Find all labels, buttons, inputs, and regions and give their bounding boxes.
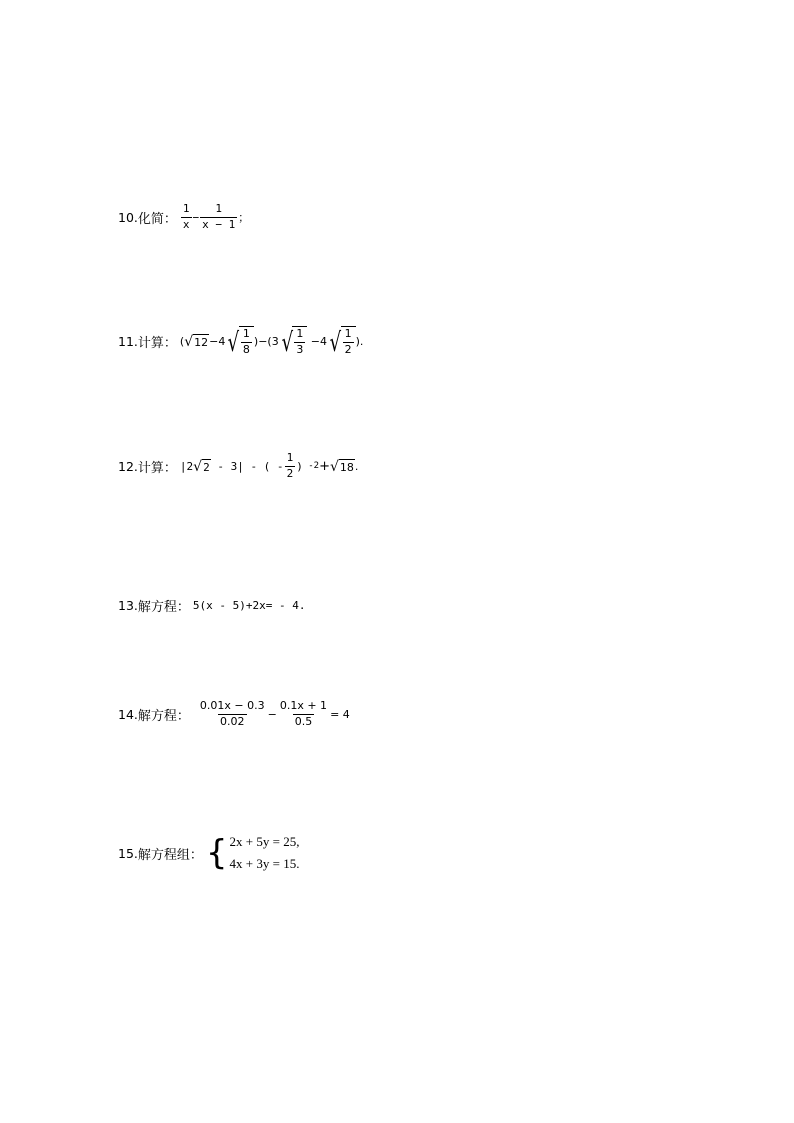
sqrt-icon: √ bbox=[184, 333, 194, 350]
radical bbox=[279, 326, 308, 359]
exponent: -2 bbox=[302, 461, 320, 472]
denominator: x − 1 bbox=[202, 217, 236, 231]
operator: + bbox=[319, 458, 330, 474]
problem-instruction: 计算： bbox=[137, 335, 177, 351]
terminator: . bbox=[354, 459, 359, 473]
fraction bbox=[294, 328, 305, 356]
radical bbox=[327, 326, 356, 359]
radical bbox=[225, 326, 254, 359]
problem-number: 13. bbox=[118, 598, 138, 613]
numerator: 1 bbox=[344, 327, 352, 340]
problem-instruction: 解方程组： bbox=[137, 847, 203, 863]
fraction bbox=[181, 203, 192, 231]
numerator: 1 bbox=[242, 327, 250, 340]
term: −4 bbox=[209, 334, 226, 348]
problem-instruction: 计算： bbox=[137, 460, 177, 476]
left-brace-icon: { bbox=[205, 833, 228, 873]
numerator: 0.01x − 0.3 bbox=[199, 699, 265, 712]
denominator: 3 bbox=[296, 342, 304, 356]
radical bbox=[184, 334, 209, 349]
numerator: 0.1x + 1 bbox=[279, 699, 328, 712]
problem-10 bbox=[118, 203, 249, 231]
term: −4 bbox=[307, 334, 328, 348]
abs-open: |2 bbox=[179, 459, 194, 473]
numerator: 1 bbox=[182, 202, 190, 215]
problem-12 bbox=[118, 452, 358, 480]
terminator: ； bbox=[238, 211, 250, 225]
term: )−(3 bbox=[253, 334, 279, 348]
radicand: 12 bbox=[194, 335, 209, 349]
operator: − bbox=[192, 210, 200, 224]
equation-1: 2x + 5y = 25, bbox=[229, 834, 300, 849]
radicand: 2 bbox=[203, 460, 210, 474]
sqrt-icon: √ bbox=[227, 328, 240, 359]
equation-system bbox=[230, 831, 300, 875]
sqrt-icon: √ bbox=[329, 458, 339, 475]
sqrt-icon: √ bbox=[329, 328, 342, 359]
denominator: 0.02 bbox=[220, 714, 245, 728]
equation-2: 4x + 3y = 15. bbox=[229, 856, 300, 871]
radicand: 18 bbox=[339, 460, 354, 474]
fraction bbox=[198, 700, 267, 728]
problem-11 bbox=[118, 326, 364, 359]
close-paren: ). bbox=[355, 334, 364, 348]
problem-instruction: 解方程： bbox=[137, 600, 190, 615]
denominator: 0.5 bbox=[294, 714, 313, 728]
denominator: 2 bbox=[286, 466, 294, 480]
problem-13 bbox=[118, 596, 306, 615]
numerator: 1 bbox=[286, 451, 294, 464]
problem-number: 14. bbox=[118, 706, 138, 722]
fraction bbox=[343, 328, 354, 356]
fraction bbox=[285, 452, 296, 480]
problem-number: 12. bbox=[118, 458, 138, 474]
problem-number: 15. bbox=[118, 845, 138, 861]
right-hand-side: = 4 bbox=[330, 707, 350, 721]
term: - 3| - ( - bbox=[210, 459, 284, 473]
equation: 5(x - 5)+2x= - 4. bbox=[192, 599, 306, 612]
problem-number: 11. bbox=[118, 333, 138, 349]
denominator: 8 bbox=[242, 342, 250, 356]
radical bbox=[193, 459, 211, 474]
fraction bbox=[278, 700, 329, 728]
fraction bbox=[200, 203, 237, 231]
operator: − bbox=[267, 707, 277, 721]
sqrt-icon: √ bbox=[281, 328, 293, 359]
open-paren: ( bbox=[179, 334, 185, 348]
problem-14 bbox=[118, 700, 350, 728]
denominator: x bbox=[182, 217, 190, 231]
problem-instruction: 化简： bbox=[137, 211, 177, 227]
denominator: 2 bbox=[344, 342, 352, 356]
fraction bbox=[241, 328, 252, 356]
problem-15 bbox=[118, 831, 299, 875]
close-paren: ) bbox=[296, 459, 303, 473]
numerator: 1 bbox=[215, 202, 223, 215]
radical bbox=[330, 459, 355, 474]
problem-number: 10. bbox=[118, 209, 138, 225]
numerator: 1 bbox=[296, 327, 304, 340]
problem-instruction: 解方程： bbox=[137, 708, 190, 724]
sqrt-icon: √ bbox=[193, 458, 203, 475]
